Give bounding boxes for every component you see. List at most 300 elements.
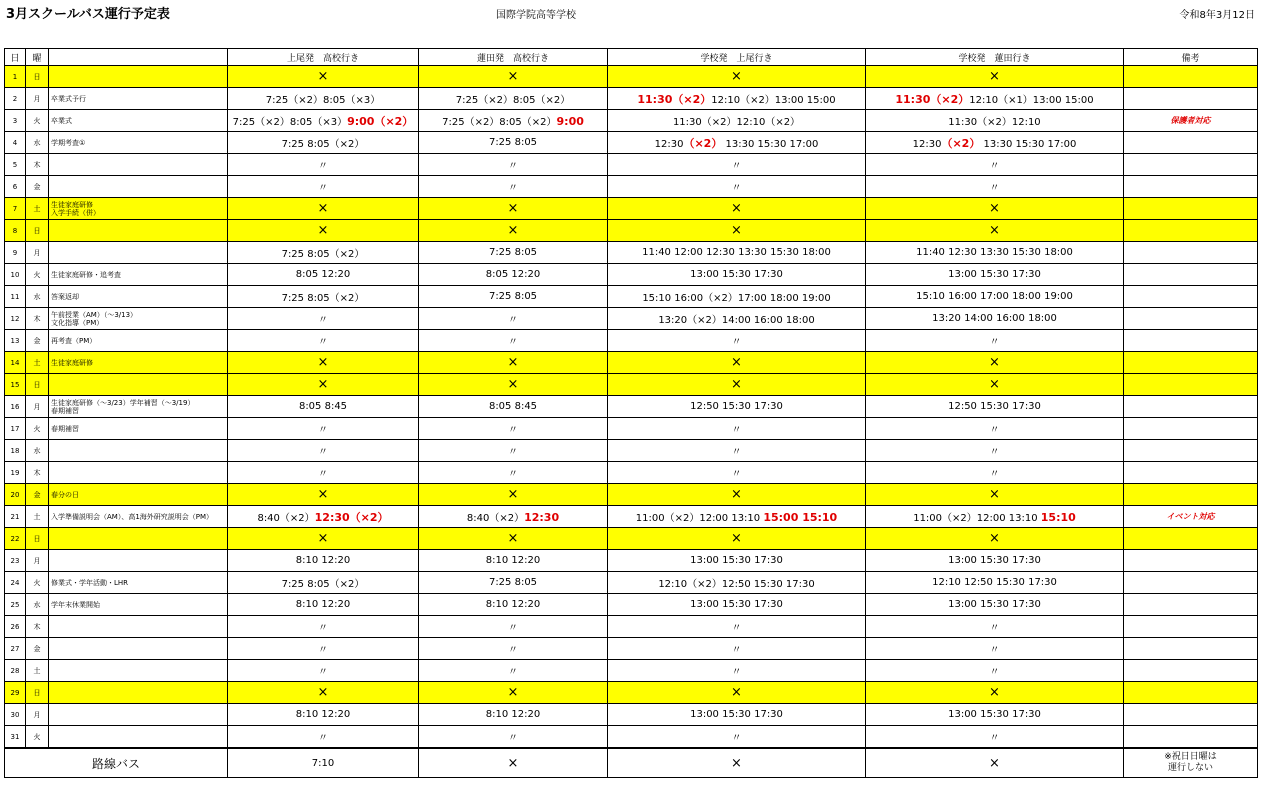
day-cell: 18 xyxy=(5,440,26,462)
remark-cell xyxy=(1124,616,1258,638)
remark-cell xyxy=(1124,638,1258,660)
school-to-hasuda-cell: 〃 xyxy=(866,638,1124,660)
school-to-hasuda-cell: 〃 xyxy=(866,440,1124,462)
table-row xyxy=(5,572,1258,594)
weekday-cell: 木 xyxy=(26,616,49,638)
school-to-ageo-cell: 〃 xyxy=(608,462,866,484)
school-to-hasuda-cell: 13:00 15:30 17:30 xyxy=(866,594,1124,616)
event-cell: 春分の日 xyxy=(49,484,228,506)
school-to-hasuda-cell xyxy=(866,132,1124,154)
school-to-hasuda-cell xyxy=(866,506,1124,528)
school-to-hasuda-cell: 〃 xyxy=(866,462,1124,484)
hasuda-to-school-cell: 8:10 12:20 xyxy=(419,550,608,572)
remark-cell xyxy=(1124,660,1258,682)
table-row xyxy=(5,616,1258,638)
school-to-hasuda-cell: 〃 xyxy=(866,418,1124,440)
weekday-cell: 日 xyxy=(26,220,49,242)
school-to-ageo-cell: × xyxy=(608,198,866,220)
school-to-ageo-cell: × xyxy=(608,528,866,550)
time-text: 11:00（×2）12:00 13:10 xyxy=(635,513,764,524)
school-to-ageo-cell: × xyxy=(608,484,866,506)
weekday-cell: 水 xyxy=(26,440,49,462)
page-title: 3月スクールバス運行予定表 xyxy=(6,7,170,22)
hasuda-to-school-cell xyxy=(419,110,608,132)
col-header-hasuda-to-school: 蓮田発 高校行き xyxy=(419,49,608,66)
day-cell: 6 xyxy=(5,176,26,198)
school-to-ageo-cell: 11:30（×2）12:10（×2） xyxy=(608,110,866,132)
hasuda-to-school-cell: 〃 xyxy=(419,616,608,638)
day-cell: 17 xyxy=(5,418,26,440)
hasuda-to-school-cell: × xyxy=(419,352,608,374)
school-to-hasuda-cell: 12:10 12:50 15:30 17:30 xyxy=(866,572,1124,594)
route-bus-ageo: 7:10 xyxy=(228,748,419,778)
time-text: 12:30 xyxy=(654,138,684,150)
hasuda-to-school-cell: 〃 xyxy=(419,726,608,749)
school-to-ageo-cell: 〃 xyxy=(608,176,866,198)
hasuda-to-school-cell: 〃 xyxy=(419,418,608,440)
time-text: 13:30 15:30 17:00 xyxy=(722,138,819,150)
school-to-ageo-cell: × xyxy=(608,66,866,88)
route-bus-school-ageo: × xyxy=(608,748,866,778)
remark-cell: 保護者対応 xyxy=(1124,110,1258,132)
hasuda-to-school-cell: 8:05 8:45 xyxy=(419,396,608,418)
day-cell: 24 xyxy=(5,572,26,594)
day-cell: 27 xyxy=(5,638,26,660)
ageo-to-school-cell: × xyxy=(228,528,419,550)
day-cell: 9 xyxy=(5,242,26,264)
table-row xyxy=(5,484,1258,506)
event-cell: 再考査（PM） xyxy=(49,330,228,352)
weekday-cell: 月 xyxy=(26,396,49,418)
weekday-cell: 水 xyxy=(26,286,49,308)
weekday-cell: 日 xyxy=(26,374,49,396)
ageo-to-school-cell: 7:25 8:05（×2） xyxy=(228,572,419,594)
event-cell: 入学準備説明会（AM）、高1海外研究説明会（PM） xyxy=(49,506,228,528)
time-text: 11:00（×2）12:00 13:10 xyxy=(913,513,1041,524)
day-cell: 13 xyxy=(5,330,26,352)
hasuda-to-school-cell: × xyxy=(419,198,608,220)
ageo-to-school-cell xyxy=(228,506,419,528)
event-cell: 答案返却 xyxy=(49,286,228,308)
event-cell xyxy=(49,726,228,749)
remark-cell xyxy=(1124,154,1258,176)
table-row xyxy=(5,440,1258,462)
ageo-to-school-cell: 7:25（×2）8:05（×3） xyxy=(228,88,419,110)
weekday-cell: 金 xyxy=(26,638,49,660)
ageo-to-school-cell: 〃 xyxy=(228,308,419,330)
event-cell: 生徒家庭研修 xyxy=(49,352,228,374)
day-cell: 1 xyxy=(5,66,26,88)
table-row xyxy=(5,396,1258,418)
ageo-to-school-cell: 〃 xyxy=(228,176,419,198)
col-header-day: 日 xyxy=(5,49,26,66)
hasuda-to-school-cell: 〃 xyxy=(419,440,608,462)
event-cell: 生徒家庭研修 入学手続（併） xyxy=(49,198,228,220)
weekday-cell: 火 xyxy=(26,418,49,440)
school-to-ageo-cell: × xyxy=(608,352,866,374)
hasuda-to-school-cell: 7:25 8:05 xyxy=(419,242,608,264)
remark-cell xyxy=(1124,396,1258,418)
ageo-to-school-cell: 〃 xyxy=(228,330,419,352)
day-cell: 15 xyxy=(5,374,26,396)
school-to-ageo-cell: × xyxy=(608,682,866,704)
school-to-hasuda-cell: 〃 xyxy=(866,176,1124,198)
ageo-to-school-cell: 〃 xyxy=(228,440,419,462)
weekday-cell: 火 xyxy=(26,110,49,132)
school-to-hasuda-cell: × xyxy=(866,198,1124,220)
hasuda-to-school-cell: 7:25 8:05 xyxy=(419,132,608,154)
school-to-hasuda-cell: 15:10 16:00 17:00 18:00 19:00 xyxy=(866,286,1124,308)
weekday-cell: 火 xyxy=(26,264,49,286)
ageo-to-school-cell: 8:05 8:45 xyxy=(228,396,419,418)
hasuda-to-school-cell: 〃 xyxy=(419,638,608,660)
school-to-ageo-cell: 〃 xyxy=(608,440,866,462)
issue-date: 令和8年3月12日 xyxy=(1179,10,1255,21)
school-to-ageo-cell: 〃 xyxy=(608,154,866,176)
hasuda-to-school-cell: × xyxy=(419,374,608,396)
event-cell xyxy=(49,154,228,176)
hasuda-to-school-cell: × xyxy=(419,220,608,242)
table-row xyxy=(5,682,1258,704)
event-cell: 午前授業（AM）（～3/13） 文化指導（PM） xyxy=(49,308,228,330)
ageo-to-school-cell: × xyxy=(228,484,419,506)
table-row xyxy=(5,726,1258,749)
event-cell xyxy=(49,660,228,682)
weekday-cell: 日 xyxy=(26,66,49,88)
remark-cell xyxy=(1124,440,1258,462)
weekday-cell: 月 xyxy=(26,550,49,572)
event-cell xyxy=(49,374,228,396)
day-cell: 7 xyxy=(5,198,26,220)
day-cell: 22 xyxy=(5,528,26,550)
hasuda-to-school-cell: 〃 xyxy=(419,154,608,176)
school-to-ageo-cell: 11:40 12:00 12:30 13:30 15:30 18:00 xyxy=(608,242,866,264)
table-row xyxy=(5,704,1258,726)
event-cell xyxy=(49,704,228,726)
day-cell: 12 xyxy=(5,308,26,330)
table-row xyxy=(5,66,1258,88)
remark-cell xyxy=(1124,308,1258,330)
day-cell: 28 xyxy=(5,660,26,682)
event-cell xyxy=(49,682,228,704)
ageo-to-school-cell: 7:25 8:05（×2） xyxy=(228,132,419,154)
school-to-hasuda-cell: 13:00 15:30 17:30 xyxy=(866,264,1124,286)
table-row xyxy=(5,550,1258,572)
school-to-ageo-cell: 15:10 16:00（×2）17:00 18:00 19:00 xyxy=(608,286,866,308)
school-to-hasuda-cell: × xyxy=(866,352,1124,374)
school-to-hasuda-cell: 〃 xyxy=(866,616,1124,638)
table-row xyxy=(5,286,1258,308)
ageo-to-school-cell: 8:10 12:20 xyxy=(228,594,419,616)
day-cell: 19 xyxy=(5,462,26,484)
highlight-time: 11:30（×2） xyxy=(895,92,970,106)
remark-cell xyxy=(1124,88,1258,110)
time-text: 8:40（×2） xyxy=(257,512,315,524)
table-row xyxy=(5,374,1258,396)
table-row xyxy=(5,110,1258,132)
event-cell xyxy=(49,462,228,484)
day-cell: 11 xyxy=(5,286,26,308)
weekday-cell: 金 xyxy=(26,484,49,506)
bus-schedule-table xyxy=(4,48,1258,778)
hasuda-to-school-cell: 7:25 8:05 xyxy=(419,286,608,308)
ageo-to-school-cell: 8:10 12:20 xyxy=(228,704,419,726)
school-to-hasuda-cell: × xyxy=(866,682,1124,704)
event-cell: 春期補習 xyxy=(49,418,228,440)
table-row xyxy=(5,198,1258,220)
day-cell: 5 xyxy=(5,154,26,176)
table-row xyxy=(5,638,1258,660)
ageo-to-school-cell: 〃 xyxy=(228,616,419,638)
hasuda-to-school-cell: 7:25 8:05 xyxy=(419,572,608,594)
remark-cell xyxy=(1124,704,1258,726)
time-text: 7:25（×2）8:05（×2） xyxy=(442,117,557,128)
highlight-time: 15:00 15:10 xyxy=(763,511,838,524)
header-row xyxy=(5,49,1258,66)
remark-cell xyxy=(1124,330,1258,352)
day-cell: 26 xyxy=(5,616,26,638)
hasuda-to-school-cell xyxy=(419,506,608,528)
school-to-hasuda-cell: × xyxy=(866,66,1124,88)
ageo-to-school-cell: × xyxy=(228,374,419,396)
col-header-remarks: 備考 xyxy=(1124,49,1258,66)
school-to-ageo-cell: 13:00 15:30 17:30 xyxy=(608,594,866,616)
weekday-cell: 土 xyxy=(26,352,49,374)
weekday-cell: 火 xyxy=(26,572,49,594)
remark-cell xyxy=(1124,572,1258,594)
weekday-cell: 水 xyxy=(26,132,49,154)
hasuda-to-school-cell: 〃 xyxy=(419,176,608,198)
remark-cell xyxy=(1124,198,1258,220)
ageo-to-school-cell: 8:10 12:20 xyxy=(228,550,419,572)
ageo-to-school-cell: × xyxy=(228,198,419,220)
highlight-time: 15:10 xyxy=(1040,511,1076,524)
day-cell: 21 xyxy=(5,506,26,528)
ageo-to-school-cell: × xyxy=(228,352,419,374)
school-to-ageo-cell: 〃 xyxy=(608,726,866,749)
ageo-to-school-cell: 〃 xyxy=(228,418,419,440)
event-cell xyxy=(49,638,228,660)
weekday-cell: 日 xyxy=(26,682,49,704)
table-row xyxy=(5,220,1258,242)
time-text: 12:10（×1）13:00 15:00 xyxy=(969,94,1094,106)
event-cell xyxy=(49,550,228,572)
highlight-time: （×2） xyxy=(683,136,723,150)
ageo-to-school-cell: 7:25 8:05（×2） xyxy=(228,242,419,264)
remark-cell xyxy=(1124,484,1258,506)
remark-cell xyxy=(1124,726,1258,749)
event-cell xyxy=(49,440,228,462)
hasuda-to-school-cell: 〃 xyxy=(419,462,608,484)
school-to-hasuda-cell: × xyxy=(866,374,1124,396)
table-row xyxy=(5,176,1258,198)
table-row xyxy=(5,308,1258,330)
ageo-to-school-cell: 〃 xyxy=(228,660,419,682)
highlight-time: 9:00（×2） xyxy=(347,114,414,128)
highlight-time: （×2） xyxy=(941,136,981,150)
ageo-to-school-cell: 8:05 12:20 xyxy=(228,264,419,286)
remark-cell: イベント対応 xyxy=(1124,506,1258,528)
school-to-ageo-cell: 13:00 15:30 17:30 xyxy=(608,704,866,726)
weekday-cell: 木 xyxy=(26,462,49,484)
school-name: 国際学院高等学校 xyxy=(496,10,576,21)
day-cell: 14 xyxy=(5,352,26,374)
hasuda-to-school-cell: 〃 xyxy=(419,308,608,330)
school-to-ageo-cell xyxy=(608,506,866,528)
school-to-ageo-cell: 13:00 15:30 17:30 xyxy=(608,264,866,286)
hasuda-to-school-cell: 8:10 12:20 xyxy=(419,704,608,726)
day-cell: 29 xyxy=(5,682,26,704)
table-row xyxy=(5,132,1258,154)
school-to-hasuda-cell: × xyxy=(866,220,1124,242)
table-row xyxy=(5,506,1258,528)
school-to-hasuda-cell: 12:50 15:30 17:30 xyxy=(866,396,1124,418)
school-to-hasuda-cell: 11:40 12:30 13:30 15:30 18:00 xyxy=(866,242,1124,264)
weekday-cell: 木 xyxy=(26,154,49,176)
table-row xyxy=(5,330,1258,352)
remark-cell xyxy=(1124,352,1258,374)
weekday-cell: 日 xyxy=(26,528,49,550)
col-header-ageo-to-school: 上尾発 高校行き xyxy=(228,49,419,66)
day-cell: 16 xyxy=(5,396,26,418)
weekday-cell: 月 xyxy=(26,242,49,264)
school-to-ageo-cell: 12:50 15:30 17:30 xyxy=(608,396,866,418)
school-to-ageo-cell xyxy=(608,132,866,154)
school-to-hasuda-cell: 13:00 15:30 17:30 xyxy=(866,550,1124,572)
school-to-hasuda-cell: × xyxy=(866,484,1124,506)
event-cell xyxy=(49,528,228,550)
event-cell xyxy=(49,616,228,638)
remark-cell xyxy=(1124,528,1258,550)
school-to-ageo-cell: × xyxy=(608,374,866,396)
highlight-time: 12:30 xyxy=(524,511,560,524)
remark-cell xyxy=(1124,418,1258,440)
hasuda-to-school-cell: 8:05 12:20 xyxy=(419,264,608,286)
route-bus-remark: ※祝日日曜は 運行しない xyxy=(1124,748,1258,778)
day-cell: 20 xyxy=(5,484,26,506)
time-text: 12:30 xyxy=(912,138,942,150)
weekday-cell: 土 xyxy=(26,506,49,528)
hasuda-to-school-cell: × xyxy=(419,484,608,506)
col-header-event xyxy=(49,49,228,66)
event-cell xyxy=(49,220,228,242)
event-cell xyxy=(49,176,228,198)
day-cell: 31 xyxy=(5,726,26,749)
school-to-hasuda-cell: 〃 xyxy=(866,726,1124,749)
school-to-ageo-cell: 〃 xyxy=(608,616,866,638)
event-cell: 卒業式予行 xyxy=(49,88,228,110)
ageo-to-school-cell: × xyxy=(228,220,419,242)
school-to-ageo-cell xyxy=(608,88,866,110)
time-text: 12:10（×2）13:00 15:00 xyxy=(711,94,836,106)
ageo-to-school-cell: 〃 xyxy=(228,154,419,176)
remark-cell xyxy=(1124,550,1258,572)
table-row xyxy=(5,242,1258,264)
school-to-hasuda-cell: 11:30（×2）12:10 xyxy=(866,110,1124,132)
ageo-to-school-cell: × xyxy=(228,682,419,704)
school-to-hasuda-cell: 13:00 15:30 17:30 xyxy=(866,704,1124,726)
table-row xyxy=(5,264,1258,286)
ageo-to-school-cell: 〃 xyxy=(228,462,419,484)
table-row xyxy=(5,418,1258,440)
remark-cell xyxy=(1124,176,1258,198)
remark-cell xyxy=(1124,242,1258,264)
school-to-ageo-cell: 〃 xyxy=(608,330,866,352)
ageo-to-school-cell xyxy=(228,110,419,132)
table-row xyxy=(5,528,1258,550)
event-cell xyxy=(49,242,228,264)
event-cell: 生徒家庭研修・追考査 xyxy=(49,264,228,286)
school-to-ageo-cell: 13:00 15:30 17:30 xyxy=(608,550,866,572)
day-cell: 8 xyxy=(5,220,26,242)
hasuda-to-school-cell: 〃 xyxy=(419,660,608,682)
table-row xyxy=(5,660,1258,682)
highlight-time: 9:00 xyxy=(556,115,584,128)
school-to-hasuda-cell: × xyxy=(866,528,1124,550)
weekday-cell: 木 xyxy=(26,308,49,330)
ageo-to-school-cell: 〃 xyxy=(228,638,419,660)
event-cell: 生徒家庭研修（～3/23）学年補習（～3/19） 春期補習 xyxy=(49,396,228,418)
route-bus-school-hasuda: × xyxy=(866,748,1124,778)
remark-cell xyxy=(1124,594,1258,616)
weekday-cell: 水 xyxy=(26,594,49,616)
remark-cell xyxy=(1124,132,1258,154)
ageo-to-school-cell: × xyxy=(228,66,419,88)
day-cell: 25 xyxy=(5,594,26,616)
day-cell: 10 xyxy=(5,264,26,286)
ageo-to-school-cell: 7:25 8:05（×2） xyxy=(228,286,419,308)
hasuda-to-school-cell: 8:10 12:20 xyxy=(419,594,608,616)
school-to-ageo-cell: × xyxy=(608,220,866,242)
day-cell: 2 xyxy=(5,88,26,110)
remark-cell xyxy=(1124,286,1258,308)
table-row xyxy=(5,154,1258,176)
day-cell: 30 xyxy=(5,704,26,726)
table-row xyxy=(5,594,1258,616)
route-bus-hasuda: × xyxy=(419,748,608,778)
school-to-hasuda-cell xyxy=(866,88,1124,110)
hasuda-to-school-cell: × xyxy=(419,528,608,550)
route-bus-label: 路線バス xyxy=(5,748,228,778)
remark-cell xyxy=(1124,220,1258,242)
event-cell: 修業式・学年活動・LHR xyxy=(49,572,228,594)
table-row xyxy=(5,462,1258,484)
hasuda-to-school-cell: × xyxy=(419,682,608,704)
school-to-ageo-cell: 〃 xyxy=(608,418,866,440)
table-row xyxy=(5,352,1258,374)
weekday-cell: 土 xyxy=(26,660,49,682)
day-cell: 3 xyxy=(5,110,26,132)
school-to-ageo-cell: 〃 xyxy=(608,638,866,660)
day-cell: 4 xyxy=(5,132,26,154)
school-to-hasuda-cell: 〃 xyxy=(866,154,1124,176)
remark-cell xyxy=(1124,264,1258,286)
table-row xyxy=(5,88,1258,110)
hasuda-to-school-cell: × xyxy=(419,66,608,88)
day-cell: 23 xyxy=(5,550,26,572)
highlight-time: 12:30（×2） xyxy=(314,510,389,524)
weekday-cell: 土 xyxy=(26,198,49,220)
weekday-cell: 金 xyxy=(26,176,49,198)
weekday-cell: 火 xyxy=(26,726,49,749)
remark-cell xyxy=(1124,682,1258,704)
weekday-cell: 月 xyxy=(26,704,49,726)
remark-cell xyxy=(1124,374,1258,396)
remark-cell xyxy=(1124,462,1258,484)
time-text: 7:25（×2）8:05（×3） xyxy=(232,116,348,128)
school-to-hasuda-cell: 13:20 14:00 16:00 18:00 xyxy=(866,308,1124,330)
col-header-school-to-ageo: 学校発 上尾行き xyxy=(608,49,866,66)
